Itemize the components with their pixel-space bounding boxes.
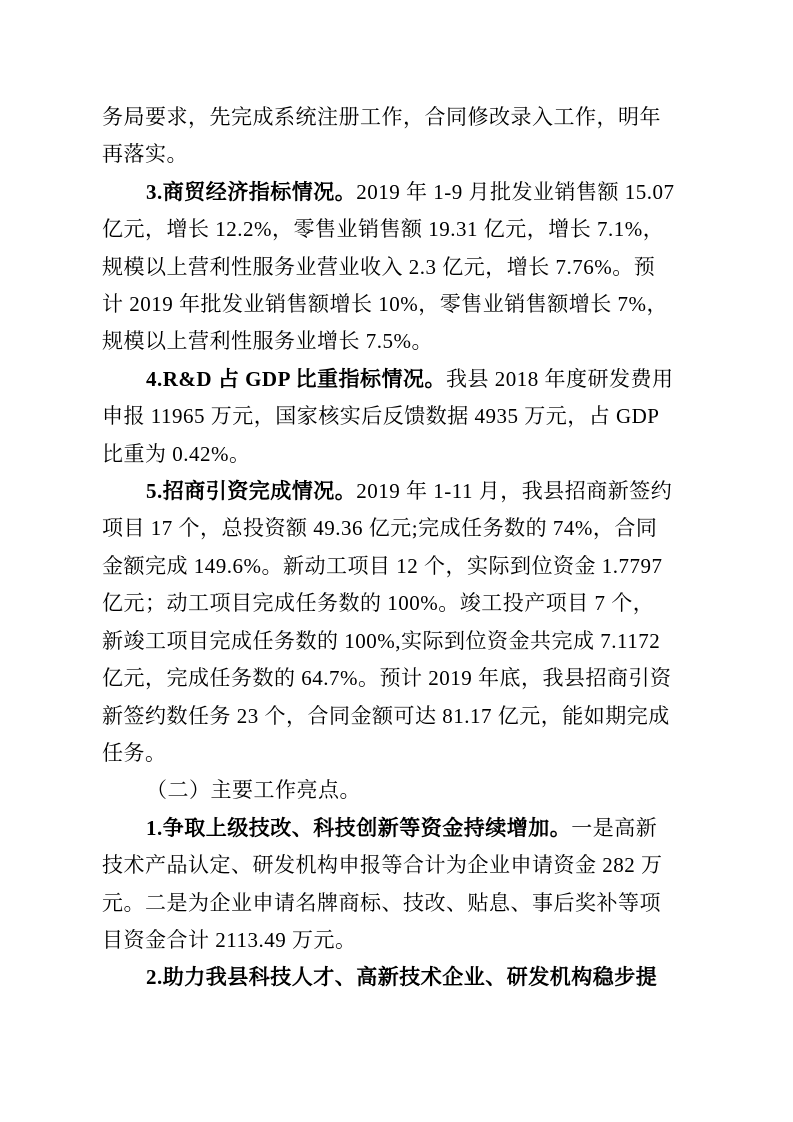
text-segment: 目资金合计 2113.49 万元。 [102, 927, 357, 952]
text-segment: 2019 年 1-11 月，我县招商新签约 [356, 479, 673, 504]
text-line [102, 885, 687, 922]
text-line [102, 847, 687, 884]
text-line [102, 548, 687, 585]
text-line [102, 735, 687, 772]
text-line [102, 473, 687, 510]
text-line [102, 810, 687, 847]
bold-text-segment: 1.争取上级技改、科技创新等资金持续增加。 [146, 815, 572, 840]
text-segment: 项目 17 个，总投资额 49.36 亿元;完成任务数的 74%，合同 [102, 516, 658, 541]
text-segment: 2019 年 1-9 月批发业销售额 15.07 [356, 179, 675, 204]
text-segment: 比重为 0.42%。 [102, 441, 251, 466]
text-segment: 亿元，完成任务数的 64.7%。预计 2019 年底，我县招商引资 [102, 666, 672, 691]
text-line [102, 623, 687, 660]
text-segment: 规模以上营利性服务业增长 7.5%。 [102, 329, 433, 354]
text-segment: 技术产品认定、研发机构申报等合计为企业申请资金 282 万 [102, 853, 663, 878]
text-segment: 任务。 [102, 740, 167, 765]
text-segment: 亿元，增长 12.2%，零售业销售额 19.31 亿元，增长 7.1%， [102, 217, 665, 242]
bold-text-segment: 4.R&D 占 GDP 比重指标情况。 [146, 366, 446, 391]
text-segment: 务局要求，先完成系统注册工作，合同修改录入工作，明年 [102, 105, 661, 129]
text-segment: 新签约数任务 23 个，合同金额可达 81.17 亿元，能如期完成 [102, 703, 670, 728]
text-line [102, 361, 687, 398]
bold-text-segment: 2.助力我县科技人才、高新技术企业、研发机构稳步提 [146, 965, 658, 990]
text-line [102, 698, 687, 735]
text-line [102, 211, 687, 248]
document-lines [102, 99, 687, 997]
text-line [102, 585, 687, 622]
text-segment: 再落实。 [102, 142, 188, 167]
text-line [102, 398, 687, 435]
text-segment: 亿元；动工项目完成任务数的 100%。竣工投产项目 7 个， [102, 591, 655, 616]
text-line [102, 772, 687, 809]
text-line [102, 436, 687, 473]
text-line [102, 136, 687, 173]
bold-text-segment: 3.商贸经济指标情况。 [146, 179, 357, 204]
text-line [102, 660, 687, 697]
text-segment: 申报 11965 万元，国家核实后反馈数据 4935 万元，占 GDP [102, 404, 660, 429]
text-line [102, 286, 687, 323]
text-segment: 元。二是为企业申请名牌商标、技改、贴息、事后奖补等项 [102, 890, 661, 915]
text-segment: 计 2019 年批发业销售额增长 10%，零售业销售额增长 7%， [102, 292, 668, 317]
text-line [102, 174, 687, 211]
text-segment: 规模以上营利性服务业营业收入 2.3 亿元，增长 7.76%。预 [102, 254, 656, 279]
text-segment: 我县 2018 年度研发费用 [446, 366, 674, 391]
text-line [102, 323, 687, 360]
text-segment: （二）主要工作亮点。 [146, 778, 361, 803]
text-line [102, 249, 687, 286]
text-segment: 一是高新 [571, 815, 658, 840]
text-line [102, 510, 687, 547]
bold-text-segment: 5.招商引资完成情况。 [146, 479, 357, 504]
text-line [102, 922, 687, 959]
text-line [102, 959, 687, 996]
text-segment: 新竣工项目完成任务数的 100%,实际到位资金共完成 7.1172 [102, 628, 661, 653]
text-line [102, 99, 687, 136]
text-segment: 金额完成 149.6%。新动工项目 12 个，实际到位资金 1.7797 [102, 553, 663, 578]
